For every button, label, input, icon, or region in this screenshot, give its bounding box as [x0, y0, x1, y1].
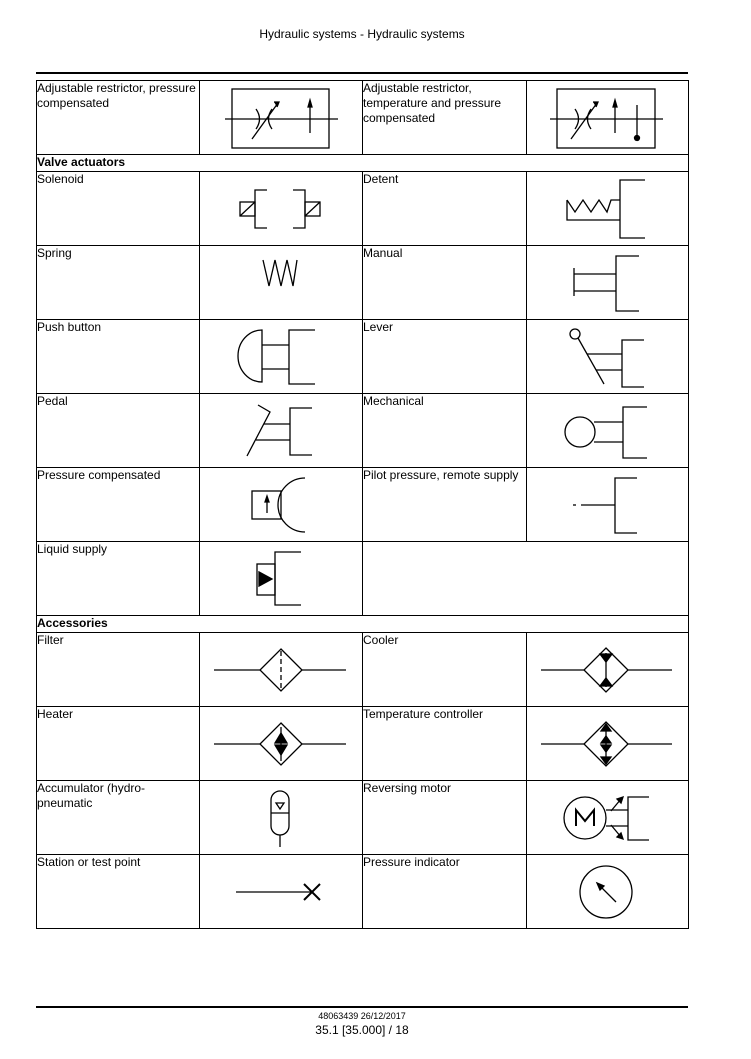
label-cooler: Cooler [363, 633, 527, 707]
section-accessories: Accessories [37, 616, 689, 633]
symbols-table [36, 80, 689, 929]
table-row [37, 246, 689, 320]
label-heater: Heater [37, 707, 200, 781]
reversing-motor-symbol [527, 781, 689, 855]
accumulator-symbol [200, 781, 363, 855]
label-detent: Detent [363, 172, 527, 246]
label-filter: Filter [37, 633, 200, 707]
section-valve-actuators: Valve actuators [37, 155, 689, 172]
table-row [37, 320, 689, 394]
label-mechanical: Mechanical [363, 394, 527, 468]
pilot-pressure-remote-supply-symbol [527, 468, 689, 542]
label-temperature-controller: Temperature controller [363, 707, 527, 781]
label-accumulator: Accumulator (hydro-pneumatic [37, 781, 200, 855]
label-liquid-supply: Liquid supply [37, 542, 200, 616]
heater-symbol [200, 707, 363, 781]
table-row [37, 394, 689, 468]
liquid-supply-symbol [200, 542, 363, 616]
adjustable-restrictor-temperature-pressure-compensated-symbol [527, 81, 689, 155]
section-row [37, 155, 689, 172]
manual-symbol [527, 246, 689, 320]
label-pressure-compensated: Pressure compensated [37, 468, 200, 542]
pressure-compensated-symbol [200, 468, 363, 542]
table-row [37, 855, 689, 929]
label-adjustable-restrictor-temp-pressure: Adjustable restrictor, temperature and pressure compensated [363, 81, 527, 155]
filter-symbol [200, 633, 363, 707]
label-pedal: Pedal [37, 394, 200, 468]
label-pressure-indicator: Pressure indicator [363, 855, 527, 929]
table-row [37, 781, 689, 855]
push-button-symbol [200, 320, 363, 394]
footer-rule [36, 1006, 688, 1008]
spring-symbol [200, 246, 363, 320]
label-reversing-motor: Reversing motor [363, 781, 527, 855]
table-row [37, 633, 689, 707]
page-header: Hydraulic systems - Hydraulic systems [259, 27, 465, 41]
lever-symbol [527, 320, 689, 394]
label-adjustable-restrictor-pressure-compensated: Adjustable restrictor, pressure compensated [37, 81, 200, 155]
table-row [37, 468, 689, 542]
table-row [37, 81, 689, 155]
table-row [37, 172, 689, 246]
temperature-controller-symbol [527, 707, 689, 781]
footer-doc-reference: 48063439 26/12/2017 [318, 1011, 406, 1021]
label-pilot-pressure: Pilot pressure, remote supply [363, 468, 527, 542]
test-point-symbol [200, 855, 363, 929]
header-rule [36, 72, 688, 74]
detent-symbol [527, 172, 689, 246]
label-spring: Spring [37, 246, 200, 320]
table-row [37, 542, 689, 616]
label-lever: Lever [363, 320, 527, 394]
pressure-indicator-symbol [527, 855, 689, 929]
cooler-symbol [527, 633, 689, 707]
solenoid-symbol [200, 172, 363, 246]
pedal-symbol [200, 394, 363, 468]
mechanical-symbol [527, 394, 689, 468]
footer-page-number: 35.1 [35.000] / 18 [315, 1023, 409, 1037]
label-solenoid: Solenoid [37, 172, 200, 246]
adjustable-restrictor-pressure-compensated-symbol [200, 81, 363, 155]
label-push-button: Push button [37, 320, 200, 394]
table-row [37, 707, 689, 781]
label-manual: Manual [363, 246, 527, 320]
label-test-point: Station or test point [37, 855, 200, 929]
empty-cell [363, 542, 689, 616]
section-row [37, 616, 689, 633]
